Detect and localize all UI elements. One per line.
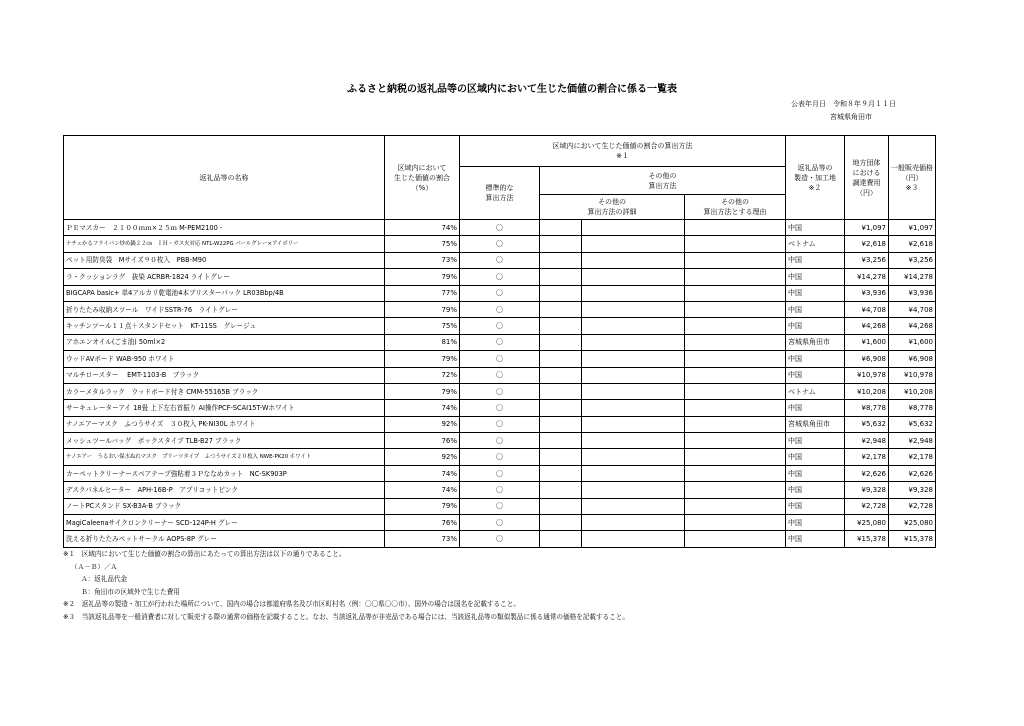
cell-name: デスクパネルヒーター APH-16B-P アプリコットピンク	[64, 482, 385, 498]
cell-place: 中国	[786, 367, 845, 383]
cell-cost: ¥10,978	[845, 367, 889, 383]
cell-price: ¥2,728	[889, 498, 936, 514]
cell-standard-method: 〇	[460, 515, 540, 531]
cell-other-reason	[685, 433, 786, 449]
table-row	[64, 416, 936, 432]
cell-other-reason	[685, 285, 786, 301]
cell-price: ¥5,632	[889, 416, 936, 432]
cell-standard-method: 〇	[460, 252, 540, 268]
formula-a: Ａ：返礼品代金	[81, 575, 128, 583]
header-ratio: 区域内において 生じた価値の割合 （%）	[385, 136, 460, 220]
table-row	[64, 318, 936, 334]
publication-date: 公表年月日 令和８年９月１１日	[791, 100, 896, 108]
cell-other-method	[540, 498, 582, 514]
cell-price: ¥10,978	[889, 367, 936, 383]
cell-other-method	[540, 334, 582, 350]
cell-other-detail	[582, 531, 685, 547]
cell-ratio: 73%	[385, 252, 460, 268]
cell-ratio: 73%	[385, 531, 460, 547]
cell-place: 中国	[786, 465, 845, 481]
cell-other-method	[540, 465, 582, 481]
footnote-1: ※１ 区域内において生じた価値の割合の算出にあたっての算出方法は以下の通りであること。	[63, 550, 346, 558]
cell-ratio: 81%	[385, 334, 460, 350]
cell-name: ナノエアー うるおい保水ぬれマスク プリーツタイプ ふつうサイズ２０枚入 NWE-PK20 ホワイト	[64, 449, 385, 465]
cell-ratio: 92%	[385, 416, 460, 432]
cell-other-detail	[582, 515, 685, 531]
table-row	[64, 367, 936, 383]
cell-other-reason	[685, 400, 786, 416]
footnote-2: ※２ 返礼品等の製造・加工が行われた場所について、国内の場合は都道府県名及び市区町村名（例：〇〇県〇〇市）、国外の場合は国名を記載すること。	[63, 600, 520, 608]
table-row	[64, 220, 936, 236]
cell-cost: ¥2,728	[845, 498, 889, 514]
cell-other-method	[540, 383, 582, 399]
cell-name: 折りたたみ収納スツール ワイドSSTR-76 ライトグレー	[64, 301, 385, 317]
cell-standard-method: 〇	[460, 301, 540, 317]
table-row	[64, 301, 936, 317]
cell-other-detail	[582, 367, 685, 383]
header-other: その他の 算出方法	[540, 167, 786, 195]
cell-other-method	[540, 482, 582, 498]
cell-other-reason	[685, 318, 786, 334]
cell-other-detail	[582, 220, 685, 236]
cell-name: アホエンオイル(ごま油) 50ml×2	[64, 334, 385, 350]
cell-price: ¥25,080	[889, 515, 936, 531]
cell-name: キッチンツール１１点＋スタンドセット KT-11SS グレージュ	[64, 318, 385, 334]
cell-other-detail	[582, 301, 685, 317]
cell-ratio: 79%	[385, 498, 460, 514]
footnote-3: ※３ 当該返礼品等を一般消費者に対して販売する際の通常の価格を記載すること。なお、当該返礼品等が非売品である場合には、当該返礼品等の類似製品に係る通常の価格を記載すること。	[63, 612, 629, 621]
cell-other-reason	[685, 449, 786, 465]
table-row	[64, 236, 936, 252]
header-name: 返礼品等の名称	[64, 136, 385, 220]
cell-standard-method: 〇	[460, 416, 540, 432]
cell-place: 中国	[786, 285, 845, 301]
cell-place: 中国	[786, 400, 845, 416]
cell-other-reason	[685, 301, 786, 317]
cell-other-detail	[582, 285, 685, 301]
cell-cost: ¥10,208	[845, 383, 889, 399]
cell-name: MagiCaleenaサイクロンクリーナー SCD-124P-H グレー	[64, 515, 385, 531]
cell-standard-method: 〇	[460, 220, 540, 236]
cell-price: ¥2,626	[889, 465, 936, 481]
cell-other-detail	[582, 383, 685, 399]
cell-other-reason	[685, 383, 786, 399]
cell-standard-method: 〇	[460, 334, 540, 350]
cell-other-reason	[685, 220, 786, 236]
cell-name: メッシュツールバッグ ボックスタイプ TLB-B27 ブラック	[64, 433, 385, 449]
table-row	[64, 482, 936, 498]
cell-standard-method: 〇	[460, 433, 540, 449]
cell-standard-method: 〇	[460, 482, 540, 498]
cell-cost: ¥6,908	[845, 351, 889, 367]
cell-other-reason	[685, 416, 786, 432]
cell-place: 宮城県角田市	[786, 334, 845, 350]
cell-standard-method: 〇	[460, 465, 540, 481]
cell-other-method	[540, 416, 582, 432]
cell-price: ¥2,948	[889, 433, 936, 449]
table-row	[64, 433, 936, 449]
cell-cost: ¥25,080	[845, 515, 889, 531]
cell-other-method	[540, 220, 582, 236]
cell-cost: ¥1,097	[845, 220, 889, 236]
document-title: ふるさと納税の返礼品等の区域内において生じた価値の割合に係る一覧表	[347, 84, 677, 95]
cell-standard-method: 〇	[460, 236, 540, 252]
cell-ratio: 72%	[385, 367, 460, 383]
cell-other-method	[540, 351, 582, 367]
cell-cost: ¥14,278	[845, 269, 889, 285]
cell-other-reason	[685, 498, 786, 514]
cell-price: ¥2,178	[889, 449, 936, 465]
table-row	[64, 334, 936, 350]
cell-other-detail	[582, 449, 685, 465]
table-row	[64, 269, 936, 285]
cell-place: 中国	[786, 449, 845, 465]
cell-standard-method: 〇	[460, 318, 540, 334]
table-row	[64, 351, 936, 367]
cell-place: 中国	[786, 515, 845, 531]
cell-standard-method: 〇	[460, 400, 540, 416]
cell-other-reason	[685, 269, 786, 285]
cell-price: ¥2,618	[889, 236, 936, 252]
header-price: 一般販売価格 （円） ※３	[889, 136, 936, 220]
municipality-name: 宮城県角田市	[830, 113, 872, 121]
cell-price: ¥8,778	[889, 400, 936, 416]
cell-place: 中国	[786, 252, 845, 268]
cell-other-detail	[582, 465, 685, 481]
cell-other-detail	[582, 252, 685, 268]
cell-place: 中国	[786, 301, 845, 317]
cell-name: BIGCAPA basic+ 単4アルカリ乾電池4本ブリスターパック LR03Bbp/4B	[64, 285, 385, 301]
cell-price: ¥14,278	[889, 269, 936, 285]
cell-name: ウッドAVボード WAB-950 ホワイト	[64, 351, 385, 367]
cell-cost: ¥5,632	[845, 416, 889, 432]
cell-other-reason	[685, 531, 786, 547]
cell-standard-method: 〇	[460, 383, 540, 399]
cell-other-method	[540, 367, 582, 383]
cell-place: 中国	[786, 433, 845, 449]
table-row	[64, 400, 936, 416]
cell-standard-method: 〇	[460, 498, 540, 514]
cell-other-reason	[685, 351, 786, 367]
cell-cost: ¥2,948	[845, 433, 889, 449]
table-row	[64, 531, 936, 547]
cell-cost: ¥1,600	[845, 334, 889, 350]
cell-ratio: 75%	[385, 236, 460, 252]
cell-other-detail	[582, 351, 685, 367]
cell-price: ¥4,268	[889, 318, 936, 334]
cell-price: ¥3,936	[889, 285, 936, 301]
cell-name: カラーメタルラック ウッドボード付き CMM-55165B ブラック	[64, 383, 385, 399]
table-row	[64, 465, 936, 481]
gift-value-table	[63, 135, 936, 548]
cell-other-method	[540, 433, 582, 449]
cell-standard-method: 〇	[460, 367, 540, 383]
cell-ratio: 76%	[385, 433, 460, 449]
cell-other-method	[540, 400, 582, 416]
cell-place: 中国	[786, 318, 845, 334]
cell-ratio: 79%	[385, 301, 460, 317]
cell-place: 中国	[786, 498, 845, 514]
cell-cost: ¥4,708	[845, 301, 889, 317]
cell-other-reason	[685, 465, 786, 481]
cell-price: ¥6,908	[889, 351, 936, 367]
cell-name: ラ・クッションラグ 抜染 ACRBR-1824 ライトグレー	[64, 269, 385, 285]
header-place: 返礼品等の 製造・加工地 ※２	[786, 136, 845, 220]
cell-name: マルチロースター EMT-1103-B ブラック	[64, 367, 385, 383]
cell-other-reason	[685, 236, 786, 252]
cell-ratio: 79%	[385, 269, 460, 285]
cell-ratio: 74%	[385, 400, 460, 416]
cell-price: ¥3,256	[889, 252, 936, 268]
cell-ratio: 77%	[385, 285, 460, 301]
header-other-reason: その他の 算出方法とする理由	[685, 195, 786, 220]
cell-ratio: 74%	[385, 465, 460, 481]
cell-place: 中国	[786, 220, 845, 236]
cell-other-detail	[582, 498, 685, 514]
cell-ratio: 79%	[385, 351, 460, 367]
cell-other-detail	[582, 318, 685, 334]
cell-other-detail	[582, 236, 685, 252]
cell-ratio: 74%	[385, 220, 460, 236]
cell-cost: ¥8,778	[845, 400, 889, 416]
cell-other-method	[540, 449, 582, 465]
cell-place: 中国	[786, 482, 845, 498]
table-row	[64, 383, 936, 399]
cell-other-method	[540, 531, 582, 547]
cell-name: ペット用防臭袋 Mサイズ９０枚入 PBB-M90	[64, 252, 385, 268]
cell-place: 中国	[786, 531, 845, 547]
cell-price: ¥1,600	[889, 334, 936, 350]
formula-b: Ｂ：角田市の区域外で生じた費用	[81, 587, 180, 596]
cell-price: ¥4,708	[889, 301, 936, 317]
cell-other-detail	[582, 482, 685, 498]
cell-cost: ¥4,268	[845, 318, 889, 334]
cell-price: ¥15,378	[889, 531, 936, 547]
cell-standard-method: 〇	[460, 449, 540, 465]
cell-other-reason	[685, 252, 786, 268]
cell-other-method	[540, 252, 582, 268]
cell-name: ＰＥマスカー ２１００ｍｍ×２５ｍ M-PEM2100 -	[64, 220, 385, 236]
cell-name: ナノエアーマスク ふつうサイズ ３０枚入 PK-NI30L ホワイト	[64, 416, 385, 432]
cell-cost: ¥3,256	[845, 252, 889, 268]
cell-price: ¥10,208	[889, 383, 936, 399]
cell-cost: ¥3,936	[845, 285, 889, 301]
cell-ratio: 74%	[385, 482, 460, 498]
cell-place: ベトナム	[786, 236, 845, 252]
table-row	[64, 515, 936, 531]
cell-other-method	[540, 269, 582, 285]
table-row	[64, 252, 936, 268]
cell-standard-method: 〇	[460, 531, 540, 547]
cell-name: ノートPCスタンド SX-B3A-B ブラック	[64, 498, 385, 514]
cell-place: ベトナム	[786, 383, 845, 399]
cell-cost: ¥15,378	[845, 531, 889, 547]
cell-other-detail	[582, 400, 685, 416]
cell-other-reason	[685, 334, 786, 350]
cell-cost: ¥2,626	[845, 465, 889, 481]
footnotes	[63, 548, 629, 623]
header-other-detail: その他の 算出方法の詳細	[540, 195, 685, 220]
cell-other-method	[540, 301, 582, 317]
cell-cost: ¥2,178	[845, 449, 889, 465]
cell-price: ¥9,328	[889, 482, 936, 498]
table-row	[64, 449, 936, 465]
cell-other-method	[540, 515, 582, 531]
formula: （Ａ－Ｂ）／Ａ	[71, 562, 118, 571]
cell-other-method	[540, 285, 582, 301]
cell-other-detail	[582, 269, 685, 285]
header-standard: 標準的な 算出方法	[460, 167, 540, 220]
cell-name: 洗える折りたたみペットサークル AOPS-8P グレー	[64, 531, 385, 547]
cell-ratio: 92%	[385, 449, 460, 465]
cell-cost: ¥9,328	[845, 482, 889, 498]
table-row	[64, 285, 936, 301]
cell-name: カーペットクリーナースペアテープ強粘着３Ｐななめカット NC-SK903P	[64, 465, 385, 481]
cell-ratio: 79%	[385, 383, 460, 399]
cell-other-method	[540, 236, 582, 252]
cell-place: 中国	[786, 351, 845, 367]
cell-place: 宮城県角田市	[786, 416, 845, 432]
header-method: 区域内において生じた価値の割合の算出方法 ※１	[460, 136, 786, 167]
cell-standard-method: 〇	[460, 285, 540, 301]
cell-ratio: 76%	[385, 515, 460, 531]
cell-ratio: 75%	[385, 318, 460, 334]
cell-cost: ¥2,618	[845, 236, 889, 252]
cell-other-reason	[685, 482, 786, 498]
cell-name: ナチュかるフライパン炒め鍋２２㎝ ＩＨ・ガス火対応 NTL-W22PG パールグレー×アイボリー	[64, 236, 385, 252]
cell-other-reason	[685, 515, 786, 531]
cell-standard-method: 〇	[460, 351, 540, 367]
header-cost: 地方団体 における 調達費用 （円）	[845, 136, 889, 220]
cell-other-method	[540, 318, 582, 334]
cell-other-reason	[685, 367, 786, 383]
cell-place: 中国	[786, 269, 845, 285]
cell-name: サーキュレーターアイ 18畳 上下左右首振り AI操作PCF-SCAI15T-Wホワイト	[64, 400, 385, 416]
cell-other-detail	[582, 334, 685, 350]
cell-standard-method: 〇	[460, 269, 540, 285]
cell-other-detail	[582, 433, 685, 449]
cell-price: ¥1,097	[889, 220, 936, 236]
cell-other-detail	[582, 416, 685, 432]
table-row	[64, 498, 936, 514]
